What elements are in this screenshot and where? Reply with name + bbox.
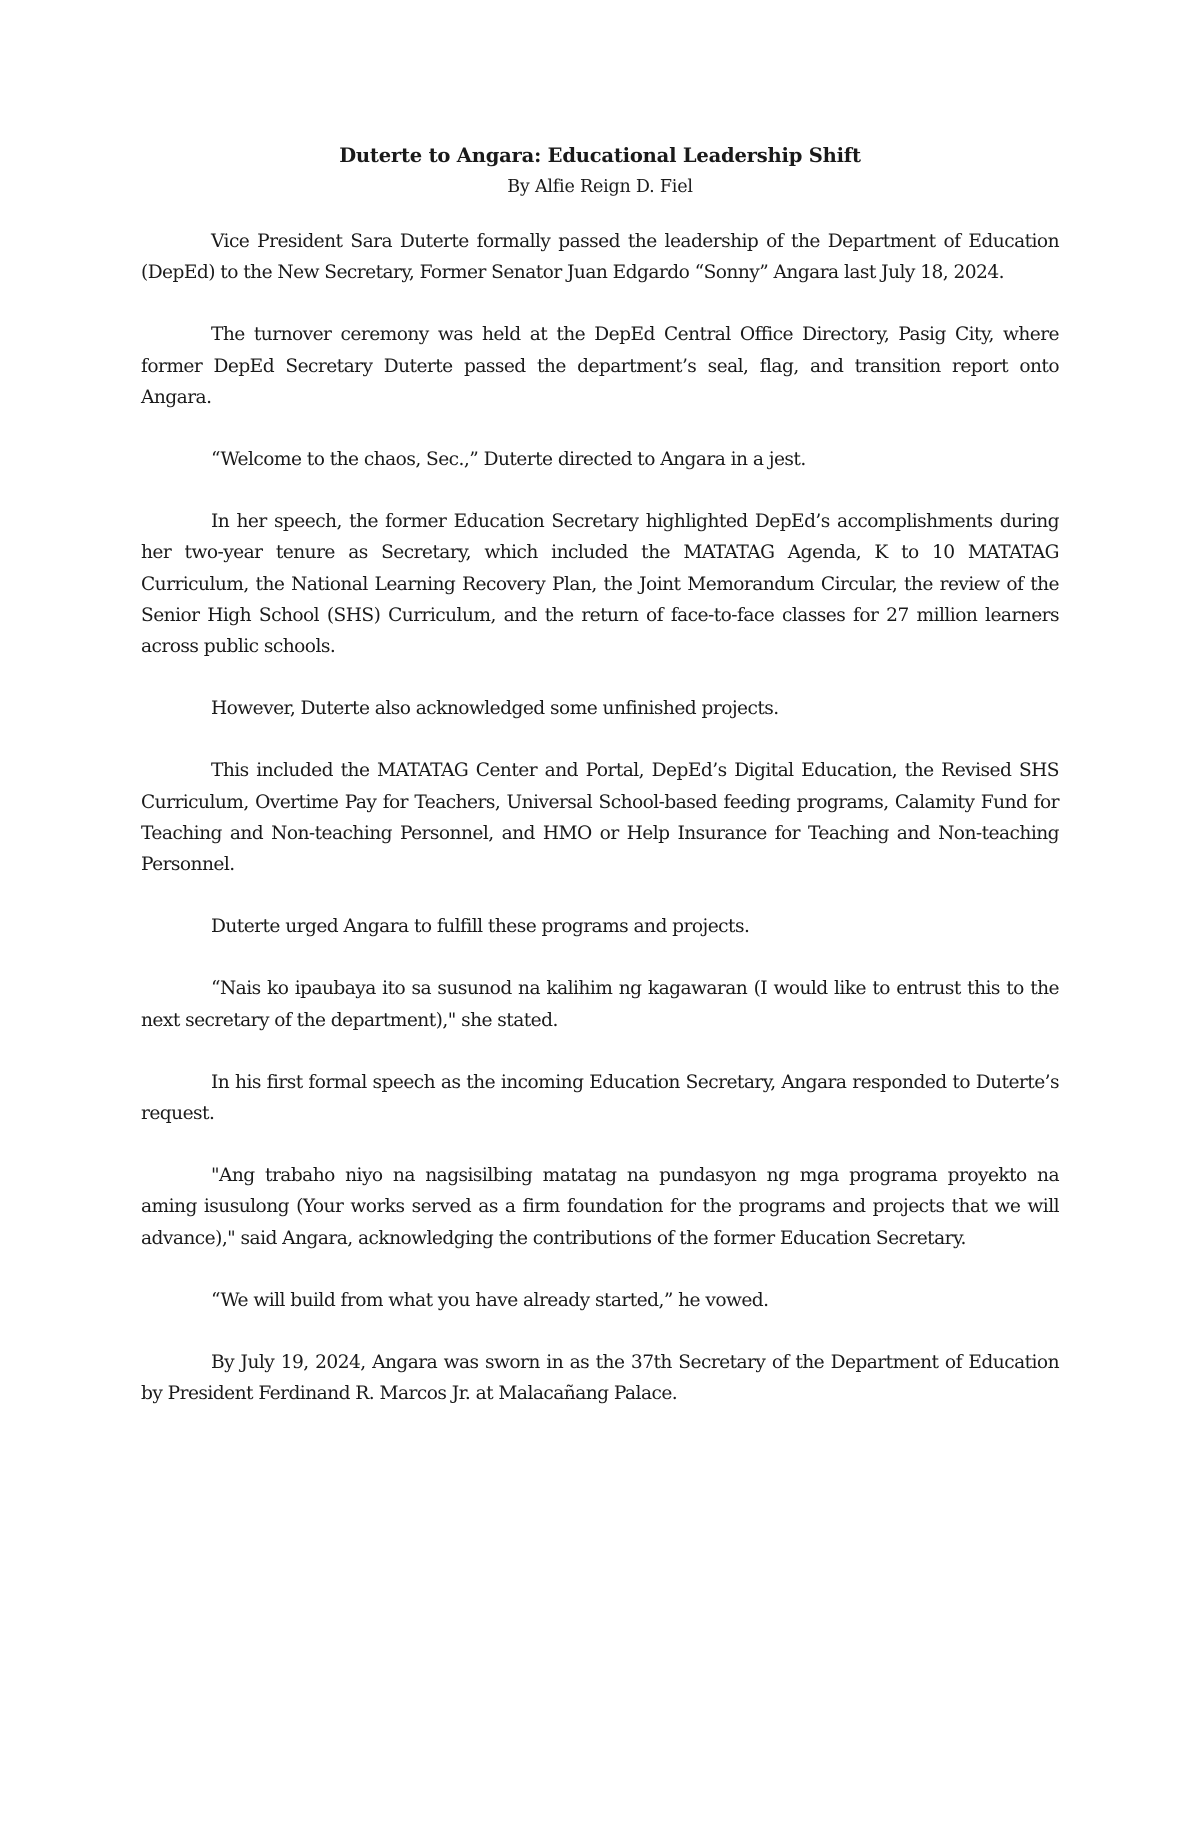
paragraph: This included the MATATAG Center and Portal, DepEd’s Digital Education, the Revised SHS Curriculum, Overtime Pay for Teachers, Universal School-based feeding programs, Calamity Fund for Teaching and Non-teaching Personnel, and HMO or Help Insurance for Teaching and Non-teaching Personnel. <box>141 760 1059 876</box>
article <box>141 142 1059 1440</box>
article-title: Duterte to Angara: Educational Leadership Shift <box>339 144 861 167</box>
article-body <box>141 226 1059 1409</box>
paragraph: “Welcome to the chaos, Sec.,” Duterte directed to Angara in a jest. <box>211 449 806 471</box>
paragraph: By July 19, 2024, Angara was sworn in as the 37th Secretary of the Department of Education by President Ferdinand R. Marcos Jr. at Malacañang Palace. <box>141 1352 1059 1405</box>
paragraph: However, Duterte also acknowledged some unfinished projects. <box>211 698 779 720</box>
paragraph: “Nais ko ipaubaya ito sa susunod na kalihim ng kagawaran (I would like to entrust this to the next secretary of the department)," she stated. <box>141 978 1059 1031</box>
paragraph: In his first formal speech as the incoming Education Secretary, Angara responded to Duterte’s request. <box>141 1071 1059 1125</box>
paragraph: Vice President Sara Duterte formally passed the leadership of the Department of Education (DepEd) to the New Secretary, Former Senator Juan Edgardo “Sonny” Angara last July 18, 2024. <box>141 231 1059 284</box>
paragraph: “We will build from what you have already started,” he vowed. <box>211 1289 769 1311</box>
paragraph: The turnover ceremony was held at the DepEd Central Office Directory, Pasig City, where former DepEd Secretary Duterte passed the department’s seal, flag, and transition report onto Angara. <box>141 324 1059 408</box>
paragraph: In her speech, the former Education Secretary highlighted DepEd’s accomplishments during her two-year tenure as Secretary, which included the MATATAG Agenda, K to 10 MATATAG Curriculum, the National Learning Recovery Plan, the Joint Memorandum Circular, the review of the Senior High School (SHS) Curriculum, and the return of face-to-face classes for 27 million learners across public schools. <box>141 511 1059 658</box>
paragraph: "Ang trabaho niyo na nagsisilbing matatag na pundasyon ng mga programa proyekto na aming isusulong (Your works served as a firm foundation for the programs and projects that we will advance)," said Angara, acknowledging the contributions of the former Education Secretary. <box>141 1165 1059 1249</box>
article-byline: By Alfie Reign D. Fiel <box>507 177 693 197</box>
paragraph: Duterte urged Angara to fulfill these programs and projects. <box>211 916 750 938</box>
